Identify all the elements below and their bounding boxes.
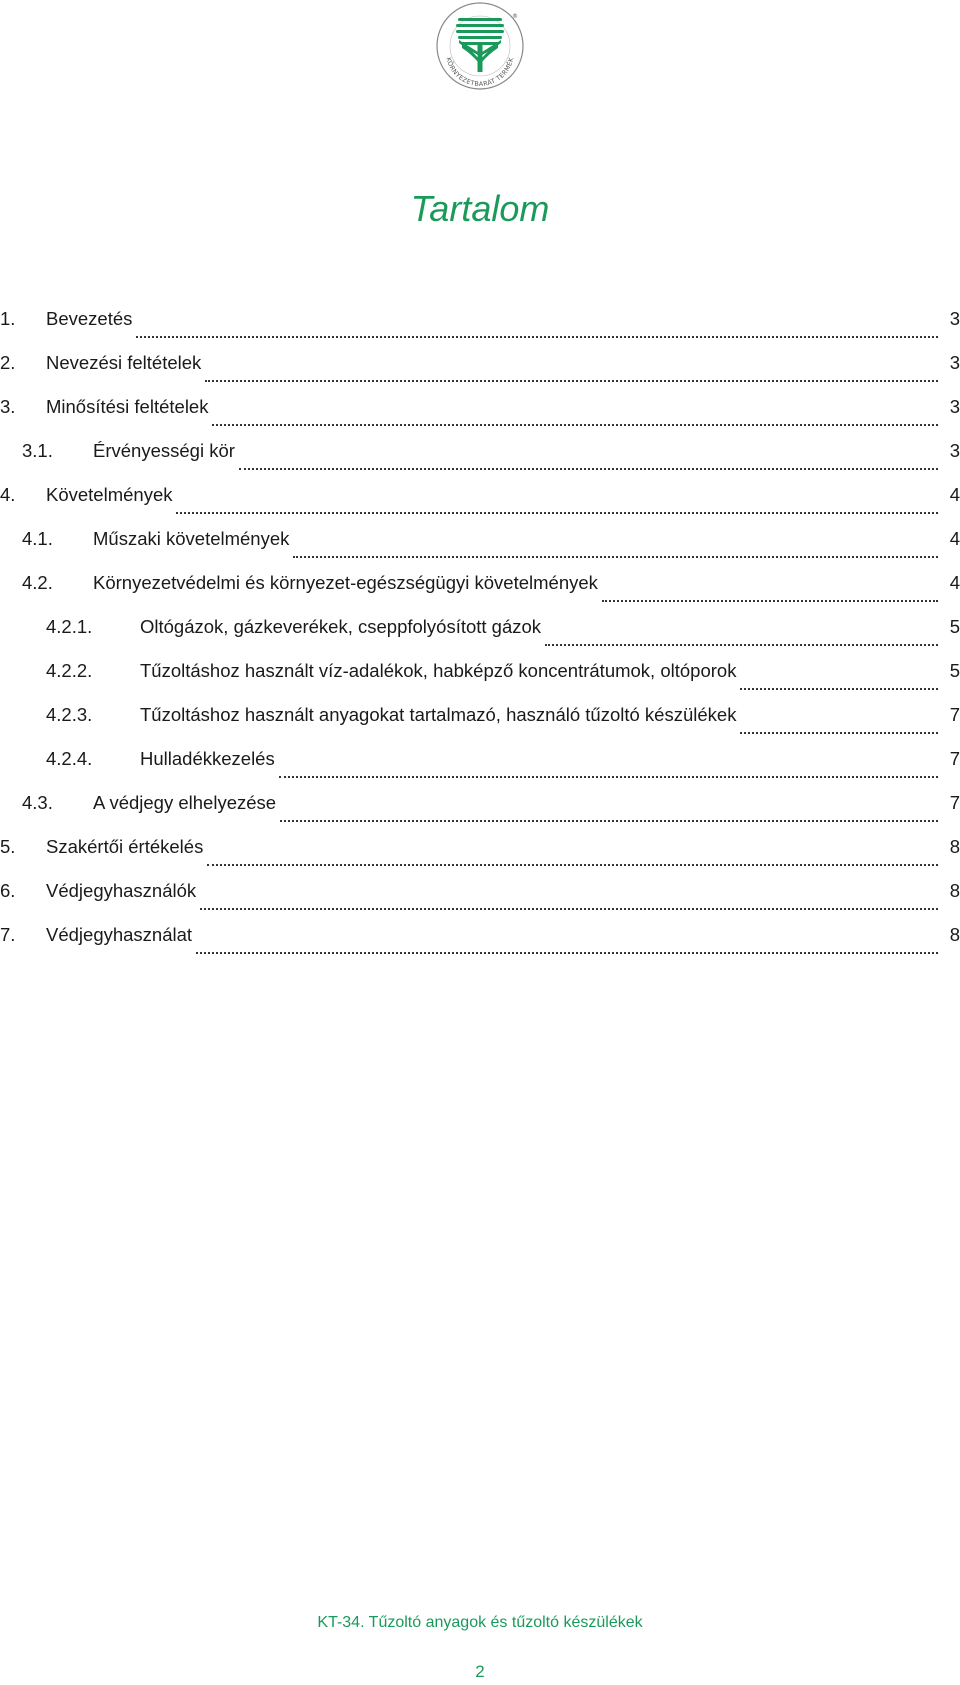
toc-dot-leader [740, 688, 938, 690]
toc-entry[interactable] [0, 880, 960, 924]
toc-entry-page: 7 [949, 704, 960, 725]
toc-entry-number: 6. [0, 880, 16, 901]
toc-entry[interactable] [0, 528, 960, 572]
footer-document-title: KT-34. Tűzoltó anyagok és tűzoltó készülékek [317, 1614, 643, 1631]
toc-entry[interactable] [0, 704, 960, 748]
toc-entry-page: 3 [949, 396, 960, 417]
toc-entry[interactable] [0, 748, 960, 792]
toc-entry-page: 5 [949, 660, 960, 681]
toc-entry-label: Hulladékkezelés [140, 748, 275, 769]
toc-entry-label: A védjegy elhelyezése [93, 792, 277, 813]
toc-dot-leader [602, 600, 938, 602]
toc-entry[interactable] [0, 572, 960, 616]
toc-entry-number: 4. [0, 484, 16, 505]
table-of-contents [0, 308, 960, 968]
toc-entry-label: Védjegyhasználat [46, 924, 193, 945]
toc-entry-number: 4.2.4. [46, 748, 93, 769]
toc-entry[interactable] [0, 308, 960, 352]
toc-entry-label: Tűzoltáshoz használt víz-adalékok, habképző koncentrátumok, oltóporok [140, 660, 737, 681]
footer-page-number: 2 [475, 1662, 485, 1681]
toc-entry-page: 3 [949, 440, 960, 461]
toc-entry[interactable] [0, 924, 960, 968]
toc-dot-leader [176, 512, 938, 514]
toc-entry-page: 4 [949, 572, 960, 593]
toc-entry[interactable] [0, 792, 960, 836]
toc-dot-leader [200, 908, 938, 910]
toc-entry-label: Környezetvédelmi és környezet-egészségügyi követelmények [93, 572, 598, 593]
toc-entry-page: 4 [949, 528, 960, 549]
logo-ring-text: KÖRNYEZETBARÁT TERMÉK [444, 56, 516, 89]
toc-entry-number: 3.1. [22, 440, 53, 461]
toc-entry-page: 7 [949, 748, 960, 769]
toc-dot-leader [279, 776, 938, 778]
toc-dot-leader [207, 864, 938, 866]
toc-entry[interactable] [0, 396, 960, 440]
toc-entry-number: 3. [0, 396, 16, 417]
toc-entry-number: 4.2.2. [46, 660, 93, 681]
toc-entry[interactable] [0, 440, 960, 484]
toc-entry-number: 5. [0, 836, 16, 857]
toc-entry-number: 4.1. [22, 528, 53, 549]
registered-mark: ® [512, 13, 518, 20]
toc-entry[interactable] [0, 660, 960, 704]
toc-entry-label: Oltógázok, gázkeverékek, cseppfolyósított gázok [140, 616, 542, 637]
toc-entry-number: 2. [0, 352, 16, 373]
toc-entry-label: Tűzoltáshoz használt anyagokat tartalmazó, használó tűzoltó készülékek [140, 704, 737, 725]
toc-entry-label: Minősítési feltételek [46, 396, 209, 417]
toc-entry-page: 3 [949, 352, 960, 373]
toc-entry[interactable] [0, 352, 960, 396]
toc-entry-page: 5 [949, 616, 960, 637]
toc-dot-leader [136, 336, 938, 338]
toc-dot-leader [196, 952, 938, 954]
toc-entry-page: 8 [949, 924, 960, 945]
toc-entry-page: 8 [949, 880, 960, 901]
toc-entry[interactable] [0, 616, 960, 660]
toc-dot-leader [212, 424, 938, 426]
toc-entry-number: 4.3. [22, 792, 53, 813]
toc-dot-leader [280, 820, 938, 822]
toc-entry[interactable] [0, 484, 960, 528]
toc-entry-page: 8 [949, 836, 960, 857]
toc-dot-leader [205, 380, 938, 382]
tree-seal-icon [432, 0, 528, 92]
toc-entry-label: Bevezetés [46, 308, 133, 329]
toc-entry[interactable] [0, 836, 960, 880]
toc-entry-page: 4 [949, 484, 960, 505]
environmental-label-logo [432, 0, 528, 92]
toc-entry-label: Nevezési feltételek [46, 352, 202, 373]
toc-entry-label: Védjegyhasználók [46, 880, 197, 901]
toc-entry-number: 1. [0, 308, 16, 329]
toc-dot-leader [545, 644, 938, 646]
toc-entry-number: 4.2.1. [46, 616, 93, 637]
toc-entry-number: 4.2.3. [46, 704, 93, 725]
toc-entry-label: Követelmények [46, 484, 173, 505]
toc-dot-leader [740, 732, 938, 734]
toc-entry-number: 4.2. [22, 572, 53, 593]
toc-entry-label: Műszaki követelmények [93, 528, 290, 549]
toc-dot-leader [239, 468, 938, 470]
toc-entry-label: Szakértői értékelés [46, 836, 204, 857]
toc-dot-leader [293, 556, 938, 558]
page-title: Tartalom [410, 188, 550, 229]
toc-entry-page: 3 [949, 308, 960, 329]
toc-entry-number: 7. [0, 924, 16, 945]
toc-entry-label: Érvényességi kör [93, 440, 235, 461]
toc-entry-page: 7 [949, 792, 960, 813]
